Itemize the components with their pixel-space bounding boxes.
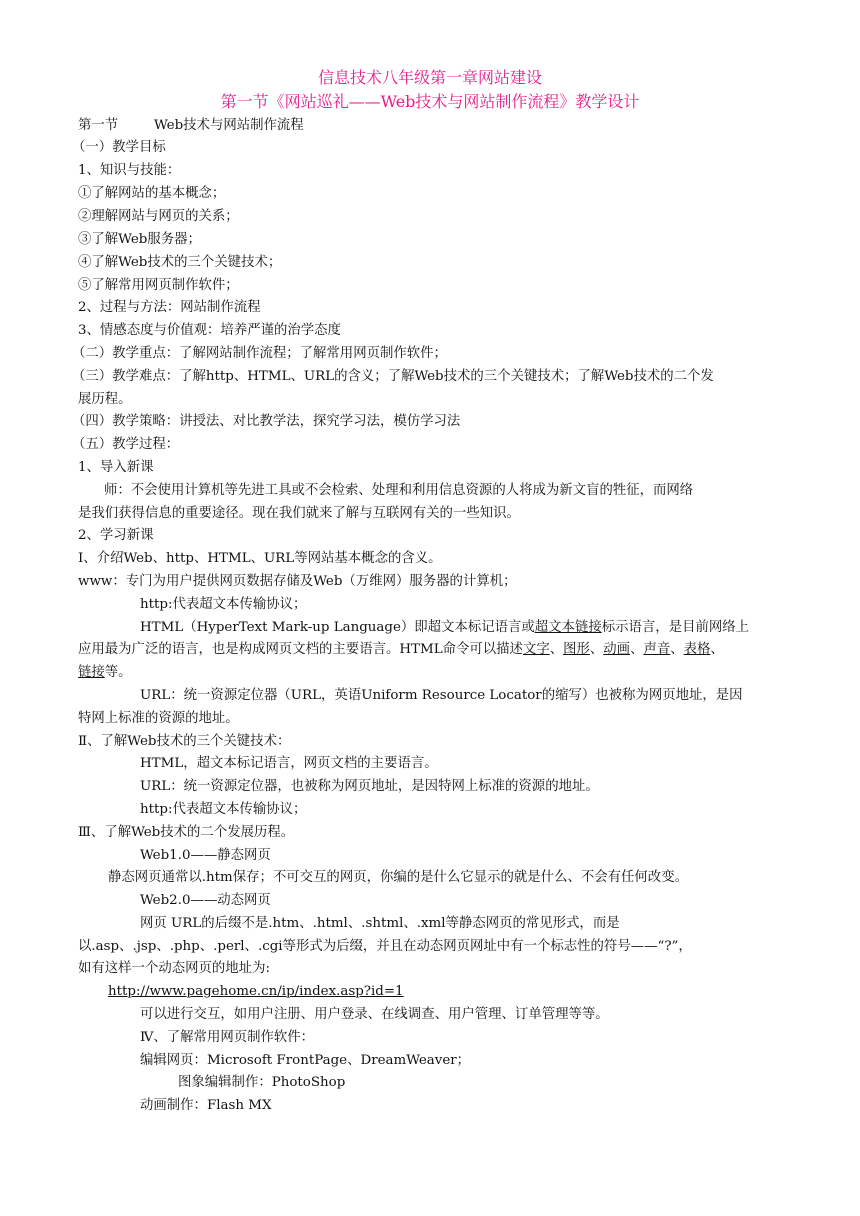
document-title: 信息技术八年级第一章网站建设 xyxy=(317,68,542,87)
hypertext-link-term: 超文本链接 xyxy=(534,620,602,635)
web1-description: 静态网页通常以.htm保存；不可交互的网页，你编的是什么它显示的就是什么、不会有任何改变。 xyxy=(108,870,688,885)
intro-paragraph-line-2: 是我们获得信息的重要途径。现在我们就来了解与互联网有关的一些知识。 xyxy=(78,506,520,521)
web1-title: Web1.0——静态网页 xyxy=(140,848,271,863)
term-table: 表格 xyxy=(683,642,711,657)
html-definition-line-3 xyxy=(78,664,132,682)
http-definition: http:代表超文本传输协议； xyxy=(140,597,307,612)
document-subtitle: 第一节《网站巡礼——Web技术与网站制作流程》教学设计 xyxy=(220,92,640,111)
section-title: Web技术与网站制作流程 xyxy=(154,118,304,133)
difficult-points-line-2: 展历程。 xyxy=(78,392,132,407)
intro-header: 1、导入新课 xyxy=(78,460,154,475)
separator: 、 xyxy=(670,642,684,657)
separator: 、 xyxy=(710,642,724,657)
intro-paragraph-line-1: 师：不会使用计算机等先进工具或不会检索、处理和利用信息资源的人将成为新文盲的牲征，而网络 xyxy=(104,483,694,498)
html-text-c: 应用最为广泛的语言，也是构成网页文档的主要语言。HTML命令可以描述 xyxy=(78,642,523,657)
goals-header: （一）教学目标 xyxy=(72,140,166,155)
term-link: 链接 xyxy=(78,665,105,680)
knowledge-item-3: ③了解Web服务器； xyxy=(78,232,201,247)
key-points: （二）教学重点：了解网站制作流程；了解常用网页制作软件； xyxy=(72,346,447,361)
html-text-b: 标示语言，是目前网络上 xyxy=(601,620,750,635)
term-animation: 动画 xyxy=(603,642,631,657)
knowledge-item-5: ⑤了解常用网页制作软件； xyxy=(78,278,239,293)
process-header: （五）教学过程： xyxy=(72,437,180,452)
separator: 、 xyxy=(549,642,564,657)
separator: 、 xyxy=(589,642,604,657)
web2-title: Web2.0——动态网页 xyxy=(140,893,271,908)
web2-description-line-3: 如有这样一个动态网页的地址为: xyxy=(78,961,270,976)
part1-header: Ⅰ、介绍Web、http、HTML、URL等网站基本概念的含义。 xyxy=(78,551,442,566)
separator: 、 xyxy=(630,642,644,657)
html-definition-line-1 xyxy=(140,619,749,637)
software-animation: 动画制作：Flash MX xyxy=(140,1098,272,1113)
html-text-end: 等。 xyxy=(104,665,132,680)
url-definition-line-2: 特网上标准的资源的地址。 xyxy=(78,711,239,726)
part2-header: Ⅱ、了解Web技术的三个关键技术： xyxy=(78,734,291,749)
term-text: 文字 xyxy=(522,642,550,657)
part2-html: HTML，超文本标记语言，网页文档的主要语言。 xyxy=(140,756,438,771)
knowledge-item-1: ①了解网站的基本概念； xyxy=(78,186,226,201)
interactive-features: 可以进行交互，如用户注册、用户登录、在线调查、用户管理、订单管理等等。 xyxy=(140,1007,609,1022)
part2-url: URL：统一资源定位器，也被称为网页地址，是因特网上标准的资源的地址。 xyxy=(140,779,599,794)
learn-header: 2、学习新课 xyxy=(78,528,154,543)
url-definition-line-1: URL：统一资源定位器（URL，英语Uniform Resource Locator的缩写）也被称为网页地址，是因 xyxy=(140,688,743,703)
software-edit-pages: 编辑网页：Microsoft FrontPage、DreamWeaver； xyxy=(140,1053,471,1068)
example-url-link[interactable]: http://www.pagehome.cn/ip/index.asp?id=1 xyxy=(108,984,404,999)
www-definition: www：专门为用户提供网页数据存储及Web（万维网）服务器的计算机； xyxy=(78,574,517,589)
knowledge-item-4: ④了解Web技术的三个关键技术； xyxy=(78,255,282,270)
process-method: 2、过程与方法：网站制作流程 xyxy=(78,300,261,315)
term-sound: 声音 xyxy=(643,642,671,657)
html-definition-line-2 xyxy=(78,641,724,659)
web2-description-line-2: 以.asp、.jsp、.php、.perl、.cgi等形式为后缀，并且在动态网页网址中有一个标志性的符号——“?”， xyxy=(78,939,692,954)
attitude-values: 3、情感态度与价值观：培养严谨的治学态度 xyxy=(78,323,341,338)
part4-header: Ⅳ、了解常用网页制作软件： xyxy=(140,1030,315,1045)
knowledge-header: 1、知识与技能： xyxy=(78,163,181,178)
web2-description-line-1: 网页 URL的后缀不是.htm、.html、.shtml、.xml等静态网页的常见形式，而是 xyxy=(140,916,620,931)
html-text-a: HTML（HyperText Mark-up Language）即超文本标记语言或 xyxy=(140,620,535,635)
teaching-strategy: （四）教学策略：讲授法、对比教学法，探究学习法，模仿学习法 xyxy=(72,414,461,429)
part2-http: http:代表超文本传输协议； xyxy=(140,802,307,817)
term-graphic: 图形 xyxy=(563,642,590,657)
knowledge-item-2: ②理解网站与网页的关系； xyxy=(78,209,239,224)
difficult-points-line-1: （三）教学难点：了解http、HTML、URL的含义；了解Web技术的三个关键技术；了解Web技术的二个发 xyxy=(72,369,714,384)
section-label: 第一节 xyxy=(78,118,119,133)
software-image-editing: 图象编辑制作：PhotoShop xyxy=(178,1075,346,1090)
part3-header: Ⅲ、了解Web技术的二个发展历程。 xyxy=(78,825,295,840)
